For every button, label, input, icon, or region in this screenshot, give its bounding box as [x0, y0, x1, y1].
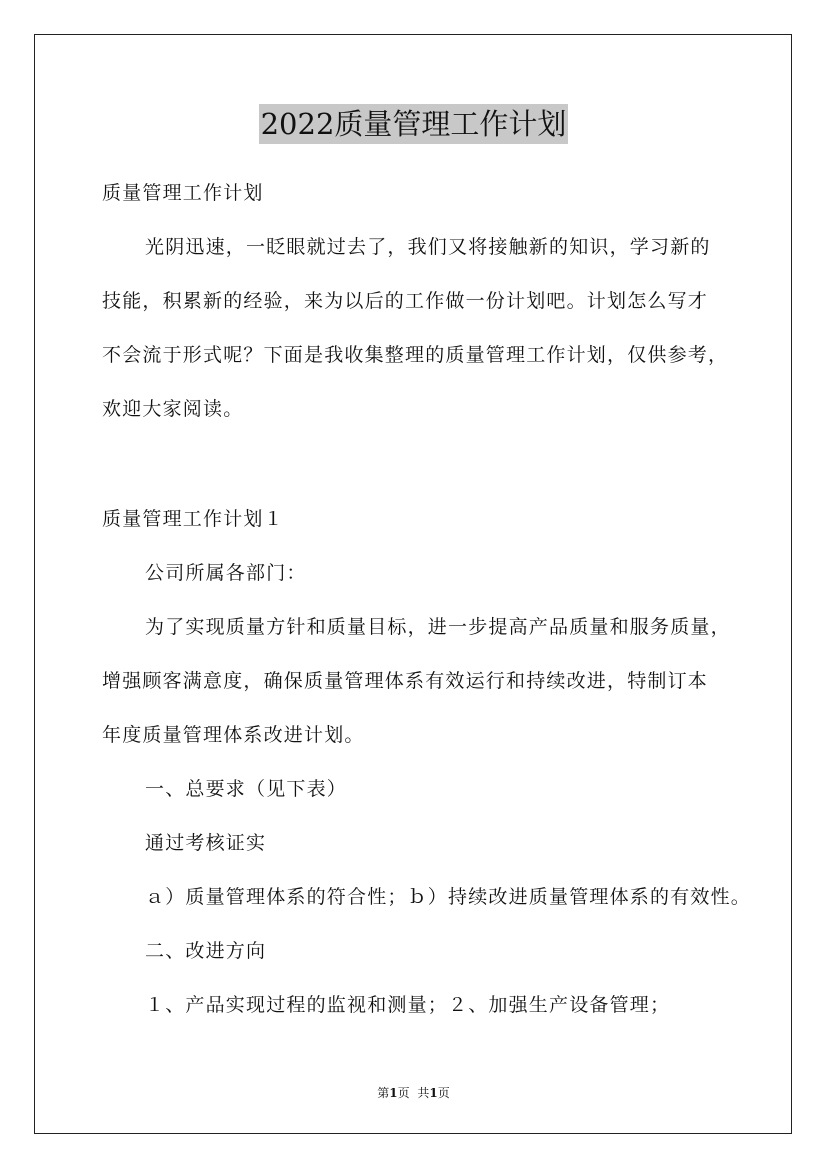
page-footer [0, 1086, 827, 1100]
purpose-line-3: 年度质量管理体系改进计划。 [102, 724, 365, 746]
footer-page-prefix: 第 [377, 1086, 390, 1100]
intro-line-2: 技能，积累新的经验，来为以后的工作做一份计划吧。计划怎么写才 [102, 290, 709, 312]
footer-total-suffix: 页 [437, 1086, 450, 1100]
intro-line-1: 光阴迅速，一眨眼就过去了，我们又将接触新的知识，学习新的 [145, 236, 711, 258]
footer-page-number: 1 [389, 1086, 398, 1100]
title-wrap [0, 104, 827, 144]
intro-line-4: 欢迎大家阅读。 [102, 398, 244, 420]
item2-detail: １、产品实现过程的监视和测量；２、加强生产设备管理； [145, 994, 671, 1016]
section1-heading: 质量管理工作计划１ [102, 508, 284, 530]
footer-page-suffix: 页 [397, 1086, 410, 1100]
intro-line-3: 不会流于形式呢？下面是我收集整理的质量管理工作计划，仅供参考， [102, 344, 729, 366]
intro-heading: 质量管理工作计划 [102, 182, 264, 204]
purpose-line-1: 为了实现质量方针和质量目标，进一步提高产品质量和服务质量， [145, 616, 731, 638]
item2-heading: 二、改进方向 [145, 940, 267, 962]
document-title: 2022质量管理工作计划 [259, 104, 569, 144]
footer-total-prefix: 共 [417, 1086, 430, 1100]
item1-heading: 一、总要求（见下表） [145, 778, 348, 800]
footer-total-number: 1 [429, 1086, 438, 1100]
item1-sub: 通过考核证实 [145, 832, 267, 854]
salutation: 公司所属各部门： [145, 562, 307, 584]
purpose-line-2: 增强顾客满意度，确保质量管理体系有效运行和持续改进，特制订本 [102, 670, 709, 692]
item1-detail: ａ）质量管理体系的符合性；ｂ）持续改进质量管理体系的有效性。 [145, 886, 752, 908]
